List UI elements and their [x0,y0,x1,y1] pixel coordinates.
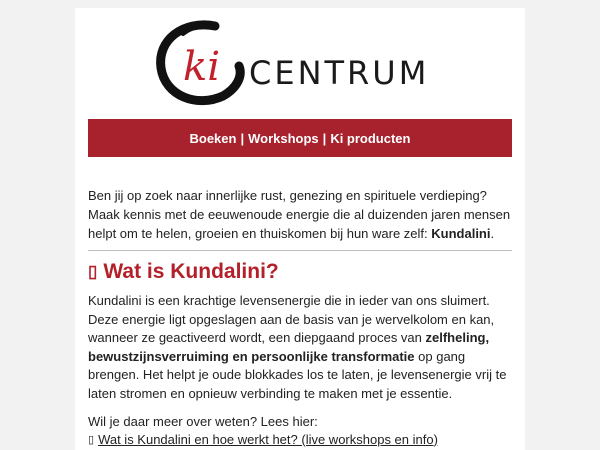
link-icon: ▯ [88,433,95,446]
nav-item-workshops[interactable]: Workshops [248,130,319,146]
section-title: Wat is Kundalini? [103,260,279,283]
body-text-b: op gang brengen. Het helpt je oude blokkades los te laten, je levensenergie vrij te laten stromen en opnieuw verbinding te maken met je essentie. [88,348,507,401]
nav-item-boeken[interactable]: Boeken [189,130,237,146]
intro-line-2: Maak kennis met de eeuwenoude energie die al duizenden jaren mensen helpt om te helen, groeien en thuiskomen bij hun ware zelf: [88,207,511,241]
section-heading [88,260,512,284]
more-info-text: Wil je daar meer over weten? Lees hier: [88,413,318,429]
email-card [75,8,525,450]
intro-paragraph [88,186,512,243]
ki-centrum-logo[interactable] [153,18,443,108]
divider [88,250,512,251]
kundalini-info-link[interactable]: Wat is Kundalini en hoe werkt het? (live workshops en info) [98,431,438,447]
section-body [88,292,512,404]
logo-mark-text: ki [183,44,221,90]
intro-line-1: Ben jij op zoek naar innerlijke rust, genezing en spirituele verdieping? [88,188,487,203]
body-text-a: Kundalini is een krachtige levensenergie die in ieder van ons sluimert. Deze energie ligt opgeslagen aan de basis van je wervelkolom en kan, wanneer ze geactiveerd wordt, een diepgaand proces van [88,293,495,346]
more-info-link-row [88,431,512,449]
logo-wordmark: CENTRUM [249,54,430,92]
enso-circle-icon [153,18,253,108]
nav-bar [88,119,512,157]
intro-end: . [490,226,495,241]
nav-separator: | [240,130,245,146]
body-bold-text: zelfheling, bewustzijnsverruiming en persoonlijke transformatie [88,330,490,364]
intro-keyword: Kundalini [431,226,491,241]
heading-icon: ▯ [88,262,98,281]
nav-item-ki-producten[interactable]: Ki producten [330,130,411,146]
main-content [88,186,512,450]
nav-separator: | [322,130,327,146]
